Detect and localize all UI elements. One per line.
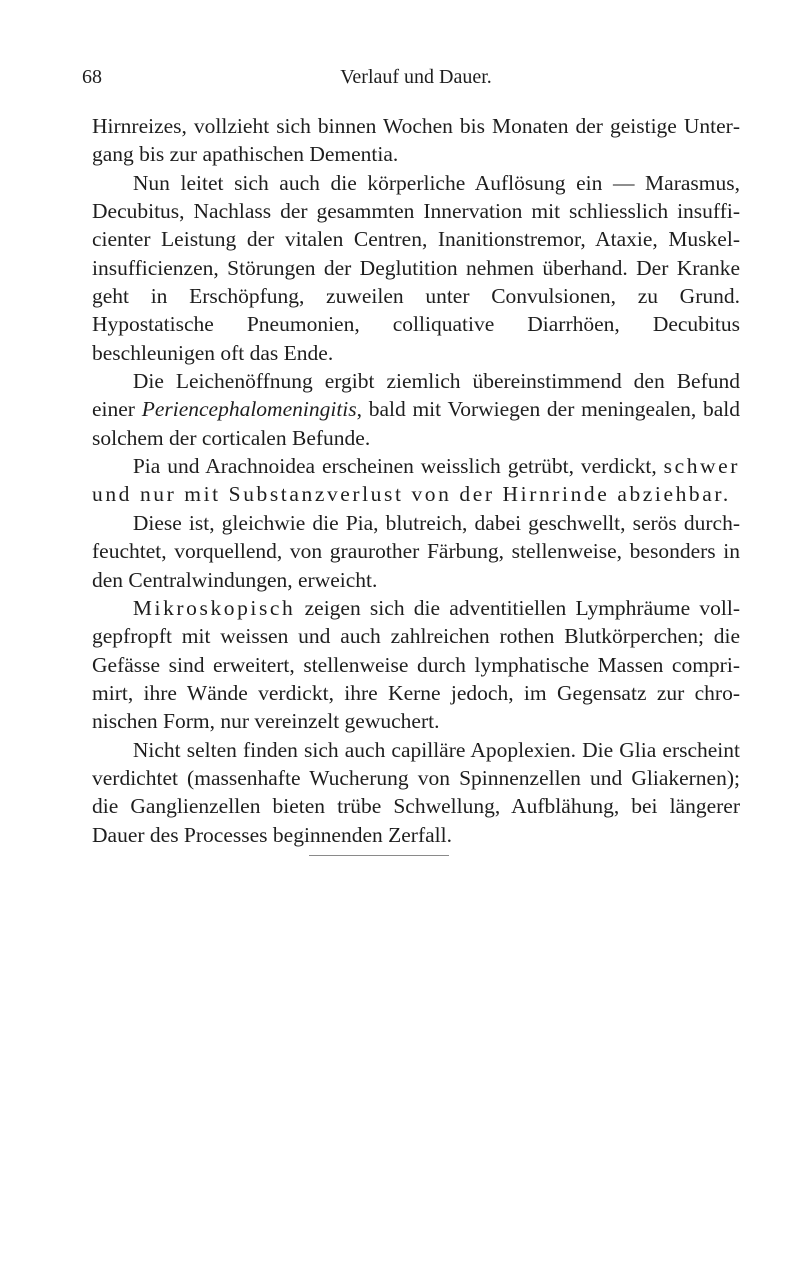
italic-term-periencephalomeningitis: Periencephalomeningitis [141, 397, 357, 422]
page-number: 68 [82, 66, 102, 88]
pia-text-lead: Pia und Arachnoidea erscheinen weisslich getrübt, verdickt, [132, 454, 664, 479]
running-title: Verlauf und Dauer. [340, 66, 492, 88]
paragraph-apoplexies: Nicht selten finden sich auch capilläre Apoplexien. Die Glia erscheint verdichtet (massenhafte Wucherung von Spinnenzellen und Gliakernen); die Ganglienzellen bieten trübe Schwellung, Aufblähung, bei längerer Dauer des Processes beginnenden Zerfall. [92, 737, 740, 847]
paragraph-microscopic [92, 594, 740, 736]
paragraph-pia-arachnoidea [92, 452, 740, 509]
paragraph-continuation: Hirnreizes, vollzieht sich binnen Wochen bis Monaten der geistige Untergang bis zur apathischen Dementia. [92, 114, 740, 167]
section-divider [309, 855, 449, 856]
autopsy-text-lead: Die Leichenöffnung ergibt ziemlich übereinstimmend den Befund einer [92, 369, 740, 422]
body-text [92, 112, 740, 849]
book-page [82, 62, 741, 849]
microscopic-text: zeigen sich die adventitiellen Lymphräume vollgepfropft mit weissen und auch zahlreichen rothen Blutkörperchen; die Gefässe sind erweitert, stellenweise durch lymphatische Massen comprimirt, ihre Wände verdickt, ihre Kerne jedoch, im Gegensatz zur chronischen Form, nur vereinzelt gewuchert. [92, 595, 740, 734]
spaced-term-mikroskopisch: Mikroskopisch [132, 595, 296, 620]
paragraph-marasmus: Nun leitet sich auch die körperliche Auflösung ein — Marasmus, Decubitus, Nachlass der gesammten Innervation mit schliesslich insufficienter Leistung der vitalen Centren, Inanitionstremor, Ataxie, Muskelinsufficienzen, Störungen der Deglutition nehmen überhand. Der Kranke geht in Erschöpfung, zuweilen unter Convulsionen, zu Grund. Hypostatische Pneumonien, colliquative Diarrhöen, Decubitus beschleunigen oft das Ende. [92, 170, 740, 365]
running-header [82, 62, 740, 92]
autopsy-text-tail: , bald mit Vorwiegen der meningealen, bald solchem der corticalen Befunde. [92, 397, 741, 450]
paragraph-autopsy [92, 367, 740, 452]
paragraph-cortex: Diese ist, gleichwie die Pia, blutreich, dabei geschwellt, serös durchfeuchtet, vorquellend, von graurother Färbung, stellenweise, besonders in den Centralwindungen, erweicht. [92, 510, 740, 592]
spaced-emphasis-text: schwer und nur mit Substanzverlust von der Hirnrinde abziehbar. [92, 454, 740, 507]
